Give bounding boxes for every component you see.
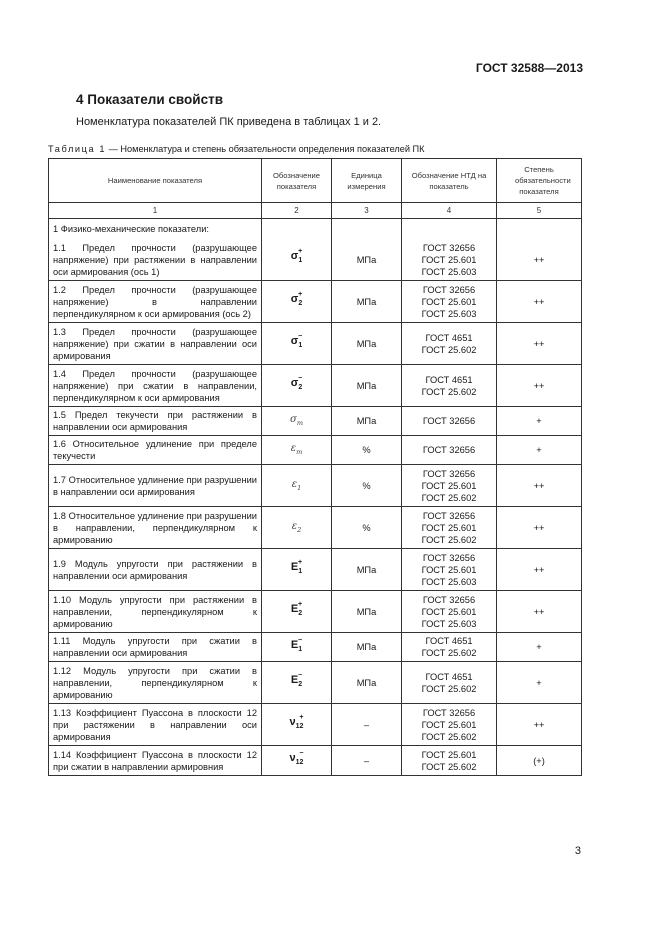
name-cell [49, 662, 262, 704]
ntd-reference: ГОСТ 32656 [422, 284, 476, 295]
unit-value: % [362, 445, 371, 455]
ntd-reference: ГОСТ 25.601 [421, 719, 477, 730]
symbol-glyph: $\nu_{12}$ − [289, 750, 304, 767]
symbol-cell [262, 633, 332, 662]
unit-cell [332, 436, 402, 465]
table-row [49, 704, 582, 746]
symbol-cell [262, 323, 332, 365]
degree-cell [497, 746, 582, 776]
symbol-glyph: $E_2$ + [290, 601, 303, 618]
ntd-cell [402, 219, 497, 281]
ntd-reference: ГОСТ 4651 [425, 374, 473, 385]
property-name: 1.9 Модуль упругости при растяжении в направлении оси армирования [53, 558, 257, 581]
property-name: 1.7 Относительное удлинение при разрушении в направлении оси армирования [53, 474, 257, 497]
unit-cell [332, 365, 402, 407]
property-name: 1.14 Коэффициент Пуассона в плоскости 12 при сжатии в направлении армировния [53, 749, 257, 772]
property-name: 1.3 Предел прочности (разрушающее напряжение) при сжатии в направлении оси армирования [53, 326, 257, 361]
col-number: 4 [402, 203, 497, 219]
degree-value: + [536, 445, 542, 455]
unit-value: МПа [356, 642, 377, 652]
table-row [49, 549, 582, 591]
name-cell [49, 507, 262, 549]
properties-table [48, 158, 582, 776]
ntd-reference: ГОСТ 4651 [425, 636, 473, 646]
symbol-glyph: $\varepsilon_2$ [291, 520, 302, 534]
ntd-cell [402, 704, 497, 746]
symbol-cell [262, 219, 332, 281]
ntd-cell [402, 407, 497, 436]
ntd-reference: ГОСТ 4651 [425, 671, 473, 682]
section-title: 4 Показатели свойств [76, 92, 224, 107]
table-row [49, 281, 582, 323]
header-unit: Единица измерения [332, 159, 402, 203]
ntd-reference: ГОСТ 25.601 [421, 255, 477, 265]
col-number: 3 [332, 203, 402, 219]
unit-value: МПа [356, 338, 377, 349]
ntd-reference: ГОСТ 25.602 [421, 386, 477, 397]
table-caption-label: Таблица 1 [48, 144, 107, 154]
ntd-reference: ГОСТ 4651 [425, 332, 473, 343]
property-name: 1.8 Относительное удлинение при разрушении в направлении, перпендикулярном к армированию [53, 510, 257, 545]
ntd-reference: ГОСТ 25.601 [421, 296, 477, 307]
ntd-reference: ГОСТ 32656 [422, 445, 476, 455]
name-cell [49, 704, 262, 746]
degree-cell [497, 633, 582, 662]
ntd-reference: ГОСТ 25.601 [421, 606, 477, 617]
ntd-reference: ГОСТ 25.602 [421, 344, 477, 355]
degree-cell [497, 591, 582, 633]
symbol-cell [262, 591, 332, 633]
ntd-cell [402, 633, 497, 662]
table-row [49, 662, 582, 704]
ntd-reference: ГОСТ 25.602 [421, 683, 477, 694]
ntd-cell [402, 323, 497, 365]
name-cell [49, 549, 262, 591]
ntd-reference: ГОСТ 25.602 [421, 731, 477, 742]
degree-value: ++ [533, 338, 545, 349]
ntd-reference: ГОСТ 25.602 [421, 761, 477, 772]
degree-cell [497, 365, 582, 407]
ntd-reference: ГОСТ 32656 [422, 468, 476, 479]
unit-cell [332, 633, 402, 662]
ntd-reference: ГОСТ 32656 [422, 552, 476, 563]
unit-cell [332, 407, 402, 436]
name-cell [49, 591, 262, 633]
unit-cell [332, 219, 402, 281]
property-name: 1.6 Относительное удлинение при пределе текучести [53, 439, 257, 461]
unit-value: % [362, 480, 371, 491]
name-cell [49, 407, 262, 436]
symbol-cell [262, 436, 332, 465]
document-code: ГОСТ 32588—2013 [475, 61, 583, 75]
degree-cell [497, 704, 582, 746]
ntd-reference: ГОСТ 25.603 [421, 576, 477, 587]
table-row [49, 365, 582, 407]
degree-cell [497, 323, 582, 365]
property-name: 1.1 Предел прочности (разрушающее напряжение) при растяжении в направлении оси армирования (ось 1) [53, 243, 257, 277]
degree-value: ++ [533, 255, 545, 265]
ntd-reference: ГОСТ 25.601 [421, 522, 477, 533]
unit-value: МПа [356, 606, 377, 617]
ntd-reference: ГОСТ 32656 [422, 243, 476, 253]
property-name: 1.13 Коэффициент Пуассона в плоскости 12 при растяжении в направлении оси армирования [53, 707, 257, 742]
header-name: Наименование показателя [49, 159, 262, 203]
unit-value: – [363, 719, 370, 730]
degree-cell [497, 407, 582, 436]
symbol-glyph: $\varepsilon_т$ [290, 443, 303, 456]
ntd-reference: ГОСТ 32656 [422, 594, 476, 605]
header-symbol: Обозначение показателя [262, 159, 332, 203]
unit-value: % [362, 522, 371, 533]
symbol-glyph: $E_1$ − [290, 636, 303, 654]
degree-value: ++ [533, 522, 545, 533]
header-degree: Степень обязательности показателя [497, 159, 582, 203]
ntd-reference: ГОСТ 25.603 [421, 267, 477, 277]
symbol-glyph: $\nu_{12}$ + [289, 714, 304, 731]
table-header-row [49, 159, 582, 203]
symbol-cell [262, 281, 332, 323]
name-cell [49, 633, 262, 662]
table-row [49, 465, 582, 507]
page-number: 3 [574, 845, 581, 857]
header-ntd: Обозначение НТД на показатель [402, 159, 497, 203]
unit-cell [332, 746, 402, 776]
unit-cell [332, 549, 402, 591]
symbol-glyph: $\sigma_1$ − [290, 333, 303, 350]
degree-cell [497, 662, 582, 704]
degree-value: ++ [533, 296, 545, 307]
unit-cell [332, 465, 402, 507]
degree-value: ++ [533, 564, 545, 575]
table-row [49, 219, 582, 281]
symbol-cell [262, 507, 332, 549]
symbol-cell [262, 549, 332, 591]
name-cell [49, 465, 262, 507]
degree-cell [497, 465, 582, 507]
ntd-reference: ГОСТ 25.603 [421, 618, 477, 629]
ntd-reference: ГОСТ 25.601 [421, 564, 477, 575]
degree-cell [497, 507, 582, 549]
degree-cell [497, 549, 582, 591]
degree-value: ++ [533, 380, 545, 391]
symbol-cell [262, 704, 332, 746]
unit-value: МПа [356, 677, 377, 688]
col-number: 1 [49, 203, 262, 219]
degree-value: ++ [533, 480, 545, 491]
name-cell [49, 281, 262, 323]
ntd-cell [402, 549, 497, 591]
symbol-glyph: $\sigma_2$ − [290, 375, 303, 392]
unit-value: МПа [356, 255, 377, 265]
symbol-cell [262, 407, 332, 436]
degree-value: + [536, 677, 542, 688]
col-number: 2 [262, 203, 332, 219]
table-row [49, 323, 582, 365]
column-number-row [49, 203, 582, 219]
intro-text: Номенклатура показателей ПК приведена в таблицах 1 и 2. [76, 116, 382, 128]
ntd-reference: ГОСТ 25.601 [421, 749, 477, 760]
ntd-cell [402, 365, 497, 407]
unit-value: МПа [356, 380, 377, 391]
unit-value: МПа [356, 296, 377, 307]
ntd-cell [402, 662, 497, 704]
unit-cell [332, 704, 402, 746]
unit-cell [332, 662, 402, 704]
ntd-cell [402, 281, 497, 323]
ntd-reference: ГОСТ 32656 [422, 707, 476, 718]
table-row [49, 436, 582, 465]
ntd-cell [402, 465, 497, 507]
ntd-reference: ГОСТ 25.602 [421, 534, 477, 545]
unit-cell [332, 323, 402, 365]
property-name: 1.11 Модуль упругости при сжатии в направлении оси армирования [53, 636, 257, 658]
symbol-cell [262, 662, 332, 704]
table-row [49, 407, 582, 436]
symbol-cell [262, 746, 332, 776]
unit-cell [332, 591, 402, 633]
unit-value: МПа [356, 416, 377, 426]
symbol-glyph: $\varepsilon_1$ [291, 478, 302, 492]
table-caption [48, 144, 425, 154]
name-cell [49, 436, 262, 465]
degree-value: + [536, 416, 542, 426]
unit-value: МПа [356, 564, 377, 575]
ntd-reference: ГОСТ 32656 [422, 416, 476, 426]
symbol-glyph: $E_1$ + [290, 559, 303, 576]
ntd-cell [402, 591, 497, 633]
ntd-reference: ГОСТ 25.602 [421, 492, 477, 503]
ntd-cell [402, 746, 497, 776]
degree-value: ++ [533, 719, 545, 730]
property-name: 1.4 Предел прочности (разрушающее напряжение) при сжатии в направлении, перпендикулярном к оси армирования [53, 368, 257, 403]
unit-cell [332, 507, 402, 549]
symbol-glyph: $\sigma_т$ [290, 414, 303, 427]
unit-value: – [363, 755, 370, 766]
ntd-reference: ГОСТ 32656 [422, 510, 476, 521]
symbol-glyph: $E_2$ − [290, 672, 303, 689]
table-row [49, 633, 582, 662]
table-caption-text: — Номенклатура и степень обязательности определения показателей ПК [106, 144, 425, 154]
symbol-glyph: $\sigma_2$ + [290, 291, 303, 308]
ntd-cell [402, 507, 497, 549]
table-row [49, 591, 582, 633]
name-cell [49, 746, 262, 776]
degree-value: (+) [533, 755, 545, 766]
unit-cell [332, 281, 402, 323]
property-name: 1.5 Предел текучести при растяжении в направлении оси армирования [53, 410, 257, 432]
ntd-reference: ГОСТ 25.602 [421, 648, 477, 658]
name-cell [49, 365, 262, 407]
ntd-reference: ГОСТ 25.601 [421, 480, 477, 491]
ntd-reference: ГОСТ 25.603 [421, 308, 477, 319]
degree-cell [497, 436, 582, 465]
group-title: 1 Физико-механические показатели: [53, 224, 209, 234]
degree-cell [497, 219, 582, 281]
col-number: 5 [497, 203, 582, 219]
symbol-glyph: $\sigma_1$ + [290, 247, 303, 264]
degree-value: + [536, 642, 542, 652]
symbol-cell [262, 365, 332, 407]
name-cell [49, 323, 262, 365]
degree-cell [497, 281, 582, 323]
table-row [49, 746, 582, 776]
table-row [49, 507, 582, 549]
property-name: 1.10 Модуль упругости при растяжении в направлении, перпендикулярном к армированию [53, 594, 257, 629]
symbol-cell [262, 465, 332, 507]
name-cell [49, 219, 262, 281]
property-name: 1.12 Модуль упругости при сжатии в направлении, перпендикулярном к армированию [53, 665, 257, 700]
degree-value: ++ [533, 606, 545, 617]
ntd-cell [402, 436, 497, 465]
property-name: 1.2 Предел прочности (разрушающее напряжение) в направлении перпендикулярном к оси армирования (ось 2) [53, 284, 257, 319]
